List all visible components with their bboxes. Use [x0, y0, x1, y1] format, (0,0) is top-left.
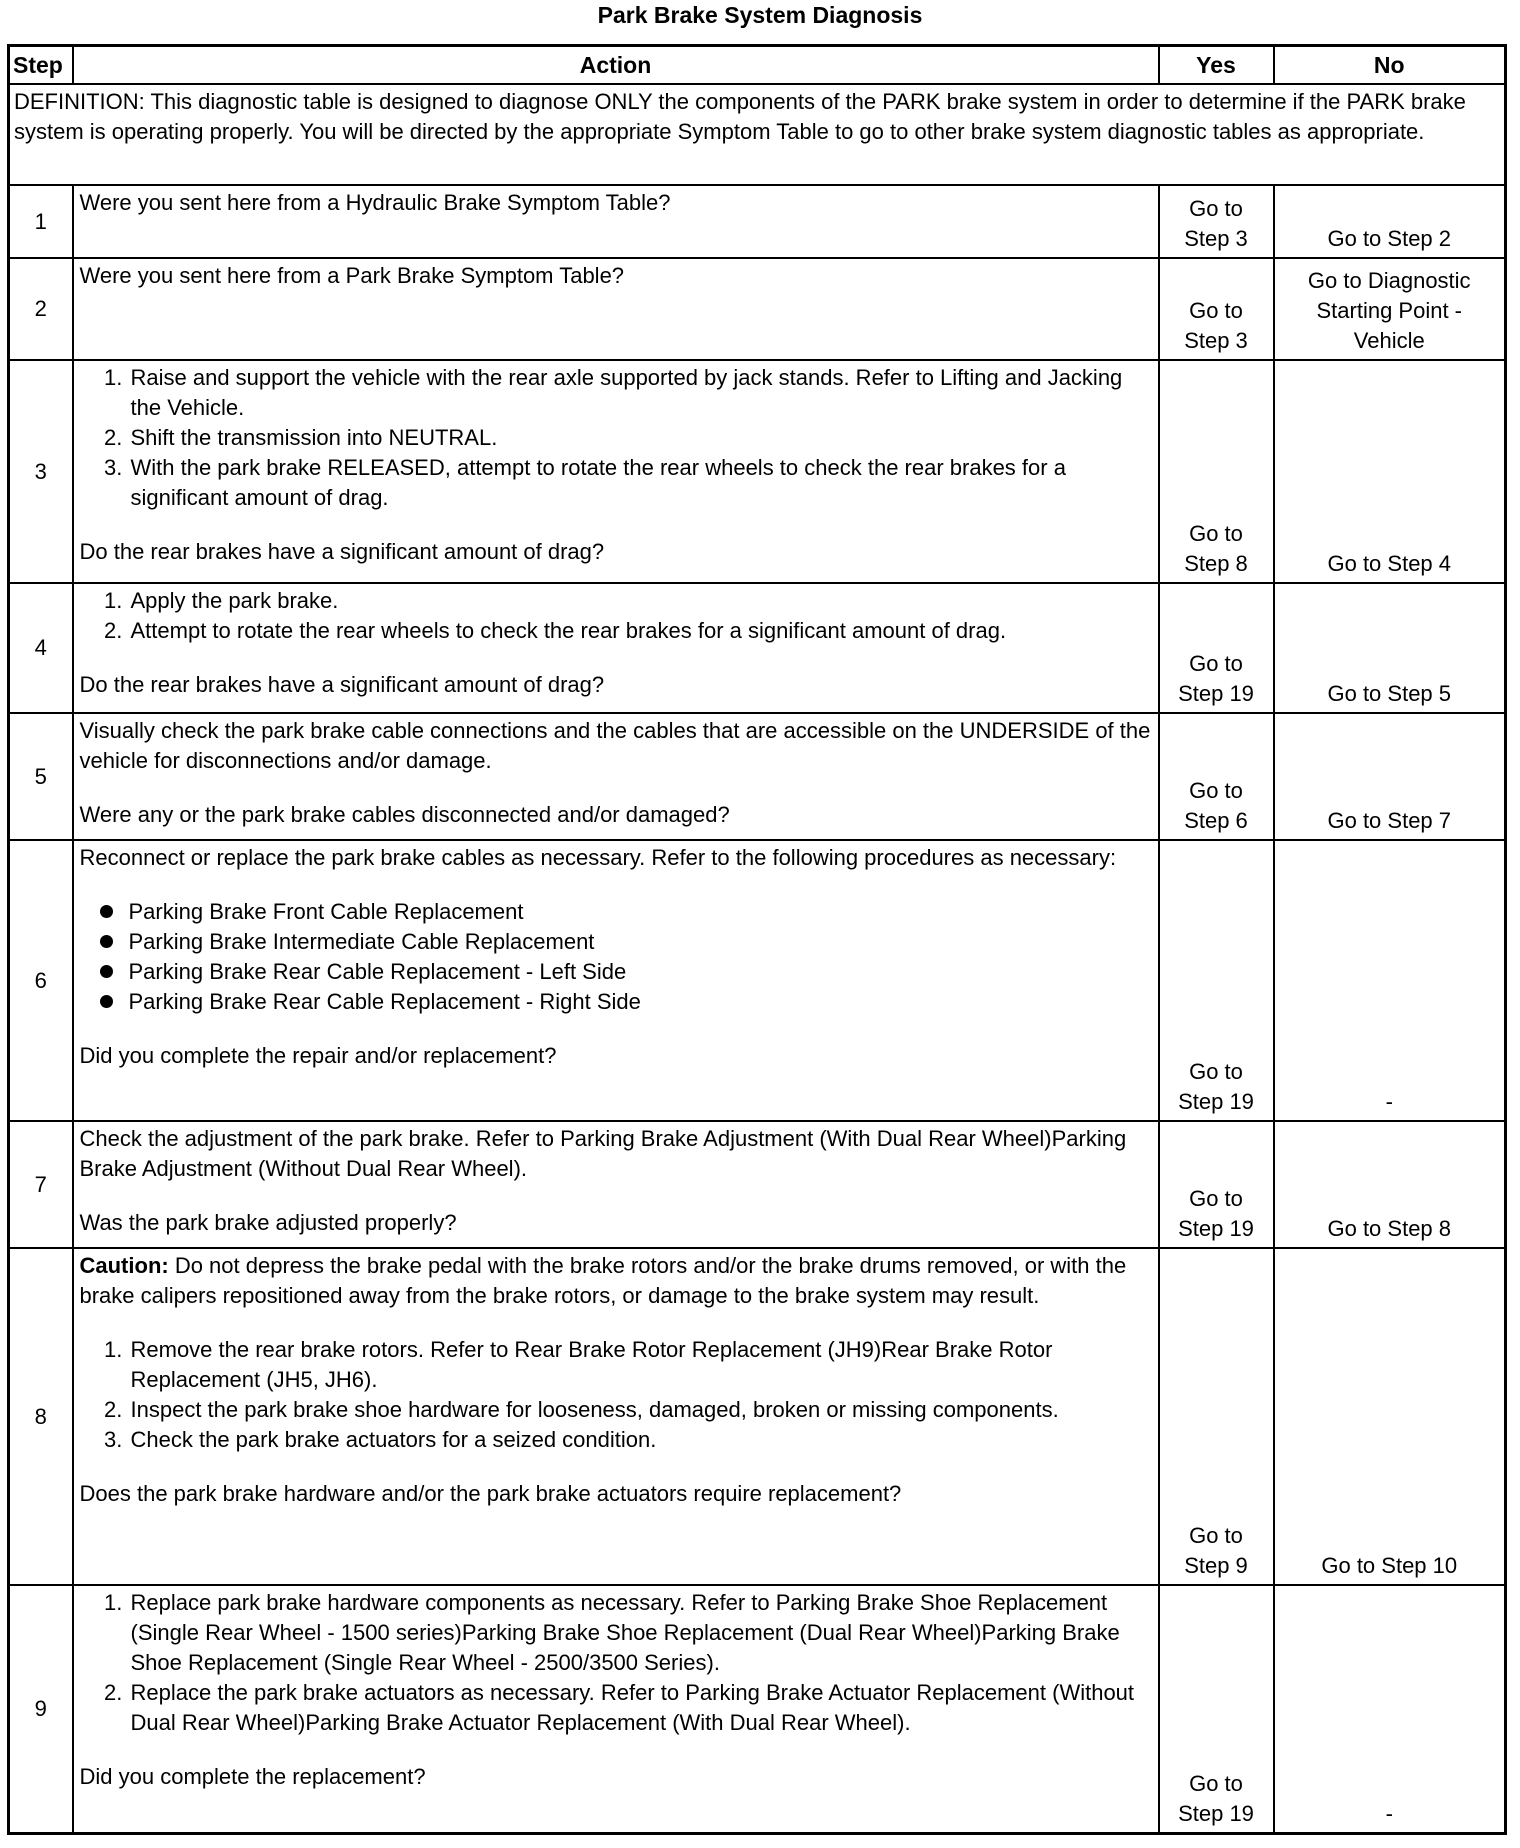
- table-row: [9, 713, 1506, 840]
- spacer: [80, 1184, 1152, 1208]
- no-result: Go to Diagnostic Starting Point - Vehicle: [1274, 258, 1506, 360]
- spacer: [80, 776, 1152, 800]
- no-result: Go to Step 7: [1274, 713, 1506, 840]
- diagnosis-table: [7, 44, 1507, 1835]
- spacer: [80, 1311, 1152, 1335]
- list-item: 2. Replace the park brake actuators as necessary. Refer to Parking Brake Actuator Replacement (Without Dual Rear Wheel)Parking Brake Actuator Replacement (With Dual Rear Wheel).: [129, 1678, 1152, 1738]
- step-number: 1: [9, 185, 73, 258]
- no-result: Go to Step 5: [1274, 583, 1506, 713]
- list-item: 2. Attempt to rotate the rear wheels to check the rear brakes for a significant amount of drag.: [129, 616, 1152, 646]
- action-cell: [73, 1585, 1159, 1833]
- list-item: 3. Check the park brake actuators for a seized condition.: [129, 1425, 1152, 1455]
- numbered-list: [80, 1335, 1152, 1455]
- step-number: 2: [9, 258, 73, 360]
- table-row: [9, 360, 1506, 583]
- header-row: [9, 46, 1506, 85]
- action-text-body: Were you sent here from a Hydraulic Brake Symptom Table?: [79, 190, 671, 215]
- spacer: [80, 513, 1152, 537]
- action-text-body: Was the park brake adjusted properly?: [79, 1210, 457, 1235]
- list-item: 2. Inspect the park brake shoe hardware for looseness, damaged, broken or missing components.: [129, 1395, 1152, 1425]
- no-result: Go to Step 2: [1274, 185, 1506, 258]
- action-cell: [73, 1248, 1159, 1585]
- spacer: [80, 873, 1152, 897]
- header-action: Action: [73, 46, 1159, 85]
- action-text: [80, 188, 1152, 218]
- action-text: [80, 800, 1152, 830]
- action-text: [80, 1041, 1152, 1071]
- spacer: [80, 1017, 1152, 1041]
- action-text-body: Check the adjustment of the park brake. Refer to Parking Brake Adjustment (With Dual Rear Wheel)Parking Brake Adjustment (Without Dual Rear Wheel).: [79, 1126, 1127, 1181]
- step-number: 7: [9, 1121, 73, 1248]
- no-result: Go to Step 8: [1274, 1121, 1506, 1248]
- action-text-body: Were any or the park brake cables disconnected and/or damaged?: [79, 802, 730, 827]
- yes-result: Go to Step 19: [1159, 1585, 1274, 1833]
- header-step: Step: [9, 46, 73, 85]
- action-text: [80, 1762, 1152, 1792]
- step-number: 4: [9, 583, 73, 713]
- header-yes: Yes: [1159, 46, 1274, 85]
- step-number: 8: [9, 1248, 73, 1585]
- action-text: [80, 537, 1152, 567]
- action-text: [80, 261, 1152, 291]
- page-title: Park Brake System Diagnosis: [597, 2, 923, 28]
- step-number: 6: [9, 840, 73, 1121]
- numbered-list: [80, 586, 1152, 646]
- spacer: [80, 646, 1152, 670]
- no-result: Go to Step 10: [1274, 1248, 1506, 1585]
- list-item: 2. Shift the transmission into NEUTRAL.: [129, 423, 1152, 453]
- numbered-list: [80, 363, 1152, 513]
- action-text-body: Reconnect or replace the park brake cables as necessary. Refer to the following procedures as necessary:: [79, 845, 1117, 870]
- yes-result: Go to Step 19: [1159, 1121, 1274, 1248]
- yes-result: Go to Step 19: [1159, 840, 1274, 1121]
- list-item: Parking Brake Intermediate Cable Replacement: [100, 927, 1152, 957]
- caution-label: Caution:: [79, 1253, 169, 1278]
- definition-row: [9, 84, 1506, 185]
- list-item: Parking Brake Rear Cable Replacement - Left Side: [100, 957, 1152, 987]
- action-text-body: Did you complete the repair and/or replacement?: [79, 1043, 557, 1068]
- yes-result: Go to Step 19: [1159, 583, 1274, 713]
- definition-text: DEFINITION: This diagnostic table is designed to diagnose ONLY the components of the PARK brake system in order to determine if the PARK brake system is operating properly. You will be directed by the appropriate Symptom Table to go to other brake system diagnostic tables as appropriate.: [9, 84, 1506, 185]
- list-item: 3. With the park brake RELEASED, attempt to rotate the rear wheels to check the rear brakes for a significant amount of drag.: [129, 453, 1152, 513]
- list-item: Parking Brake Front Cable Replacement: [100, 897, 1152, 927]
- list-item: 1. Replace park brake hardware components as necessary. Refer to Parking Brake Shoe Replacement (Single Rear Wheel - 1500 series)Parking Brake Shoe Replacement (Dual Rear Wheel)Parking Brake Shoe Replacement (Single Rear Wheel - 2500/3500 Series).: [129, 1588, 1152, 1678]
- table-row: [9, 185, 1506, 258]
- bullet-list: [80, 897, 1152, 1017]
- no-result: -: [1274, 1585, 1506, 1833]
- action-cell: [73, 360, 1159, 583]
- action-cell: [73, 185, 1159, 258]
- action-text: [80, 843, 1152, 873]
- action-cell: [73, 258, 1159, 360]
- yes-result: Go to Step 3: [1159, 185, 1274, 258]
- no-result: Go to Step 4: [1274, 360, 1506, 583]
- yes-result: Go to Step 8: [1159, 360, 1274, 583]
- action-text-body: Did you complete the replacement?: [79, 1764, 426, 1789]
- yes-result: Go to Step 6: [1159, 713, 1274, 840]
- yes-result: Go to Step 3: [1159, 258, 1274, 360]
- action-text: [80, 670, 1152, 700]
- table-row: [9, 840, 1506, 1121]
- yes-result: Go to Step 9: [1159, 1248, 1274, 1585]
- table-row: [9, 1585, 1506, 1833]
- table-row: [9, 583, 1506, 713]
- list-item: Parking Brake Rear Cable Replacement - Right Side: [100, 987, 1152, 1017]
- action-text-body: Were you sent here from a Park Brake Symptom Table?: [79, 263, 625, 288]
- caution-text: [80, 1251, 1152, 1311]
- action-cell: [73, 583, 1159, 713]
- action-text: [80, 1208, 1152, 1238]
- header-no: No: [1274, 46, 1506, 85]
- action-text: [80, 1124, 1152, 1184]
- action-cell: [73, 1121, 1159, 1248]
- spacer: [80, 1455, 1152, 1479]
- action-text-body: Do the rear brakes have a significant amount of drag?: [79, 672, 605, 697]
- action-cell: [73, 713, 1159, 840]
- numbered-list: [80, 1588, 1152, 1738]
- list-item: 1. Remove the rear brake rotors. Refer to Rear Brake Rotor Replacement (JH9)Rear Brake Rotor Replacement (JH5, JH6).: [129, 1335, 1152, 1395]
- table-row: [9, 1121, 1506, 1248]
- spacer: [80, 1738, 1152, 1762]
- table-row: [9, 1248, 1506, 1585]
- action-text-body: Do not depress the brake pedal with the brake rotors and/or the brake drums removed, or with the brake calipers repositioned away from the brake rotors, or damage to the brake system may result.: [79, 1253, 1127, 1308]
- step-number: 3: [9, 360, 73, 583]
- step-number: 5: [9, 713, 73, 840]
- action-text: [80, 1479, 1152, 1509]
- list-item: 1. Raise and support the vehicle with the rear axle supported by jack stands. Refer to Lifting and Jacking the Vehicle.: [129, 363, 1152, 423]
- action-text: [80, 716, 1152, 776]
- action-text-body: Visually check the park brake cable connections and the cables that are accessible on the UNDERSIDE of the vehicle for disconnections and/or damage.: [79, 718, 1151, 773]
- action-text-body: Do the rear brakes have a significant amount of drag?: [79, 539, 605, 564]
- list-item: 1. Apply the park brake.: [129, 586, 1152, 616]
- table-row: [9, 258, 1506, 360]
- action-cell: [73, 840, 1159, 1121]
- step-number: 9: [9, 1585, 73, 1833]
- action-text-body: Does the park brake hardware and/or the park brake actuators require replacement?: [79, 1481, 902, 1506]
- no-result: -: [1274, 840, 1506, 1121]
